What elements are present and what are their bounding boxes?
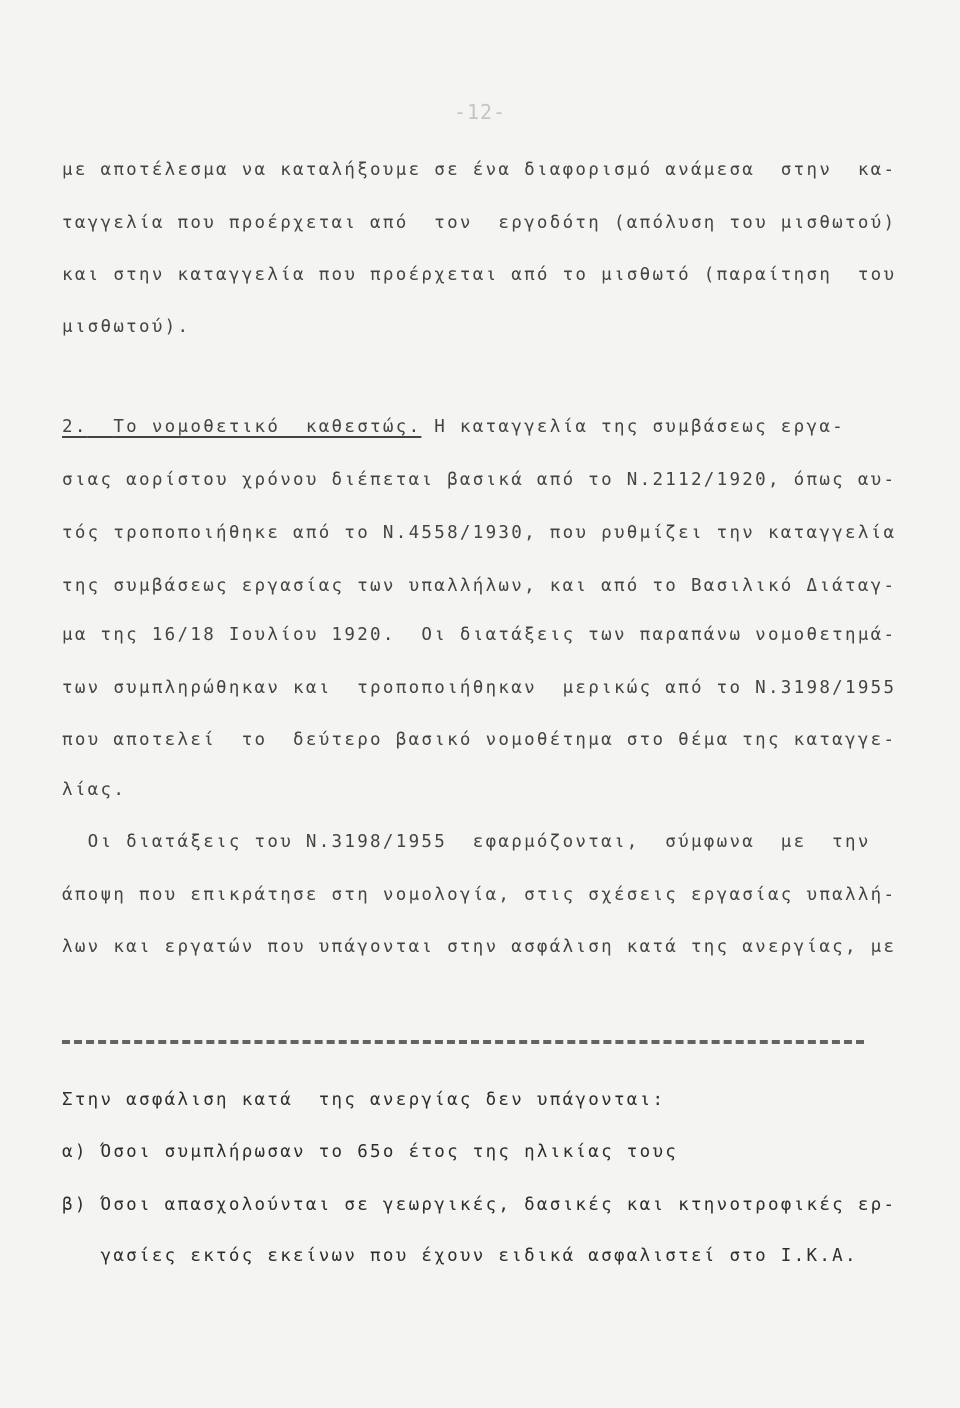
body-line: και στην καταγγελία που προέρχεται από το μισθωτό (παραίτηση του bbox=[62, 265, 897, 285]
footnote-line: γασίες εκτός εκείνων που έχουν ειδικά ασφαλιστεί στο Ι.Κ.Α. bbox=[62, 1246, 858, 1266]
page-number: -12- bbox=[453, 100, 507, 124]
body-line: που αποτελεί το δεύτερο βασικό νομοθέτημα στο θέμα της καταγγε- bbox=[62, 730, 897, 750]
section-heading-line bbox=[62, 415, 845, 439]
body-line: λίας. bbox=[62, 780, 127, 800]
body-line: Οι διατάξεις του Ν.3198/1955 εφαρμόζονται, σύμφωνα με την bbox=[62, 832, 871, 852]
section-number: 2. bbox=[62, 417, 88, 437]
footnote-separator bbox=[62, 1040, 864, 1048]
section-title: Το νομοθετικό καθεστώς. bbox=[113, 417, 422, 437]
body-line: λων και εργατών που υπάγονται στην ασφάλιση κατά της ανεργίας, με bbox=[62, 937, 897, 957]
footnote-line: α) Όσοι συμπλήρωσαν το 65ο έτος της ηλικίας τους bbox=[62, 1142, 679, 1162]
body-line: τός τροποποιήθηκε από το Ν.4558/1930, που ρυθμίζει την καταγγελία bbox=[62, 523, 897, 543]
body-line: μα της 16/18 Ιουλίου 1920. Οι διατάξεις των παραπάνω νομοθετημά- bbox=[62, 625, 897, 645]
body-line: μισθωτού). bbox=[62, 317, 191, 337]
body-line: με αποτέλεσμα να καταλήξουμε σε ένα διαφορισμό ανάμεσα στην κα- bbox=[62, 160, 897, 180]
body-line: των συμπληρώθηκαν και τροποποιήθηκαν μερικώς από το Ν.3198/1955 bbox=[62, 678, 897, 698]
body-line: ταγγελία που προέρχεται από τον εργοδότη (απόλυση του μισθωτού) bbox=[62, 213, 897, 233]
body-line: άποψη που επικράτησε στη νομολογία, στις σχέσεις εργασίας υπαλλή- bbox=[62, 885, 897, 905]
footnote-line: Στην ασφάλιση κατά της ανεργίας δεν υπάγονται: bbox=[62, 1090, 666, 1110]
body-line: σιας αορίστου χρόνου διέπεται βασικά από το Ν.2112/1920, όπως αυ- bbox=[62, 470, 897, 490]
section-heading-rest: Η καταγγελία της συμβάσεως εργα- bbox=[421, 417, 845, 437]
footnote-line: β) Όσοι απασχολούνται σε γεωργικές, δασικές και κτηνοτροφικές ερ- bbox=[62, 1195, 897, 1215]
body-line: της συμβάσεως εργασίας των υπαλλήλων, και από το Βασιλικό Διάταγ- bbox=[62, 576, 897, 596]
